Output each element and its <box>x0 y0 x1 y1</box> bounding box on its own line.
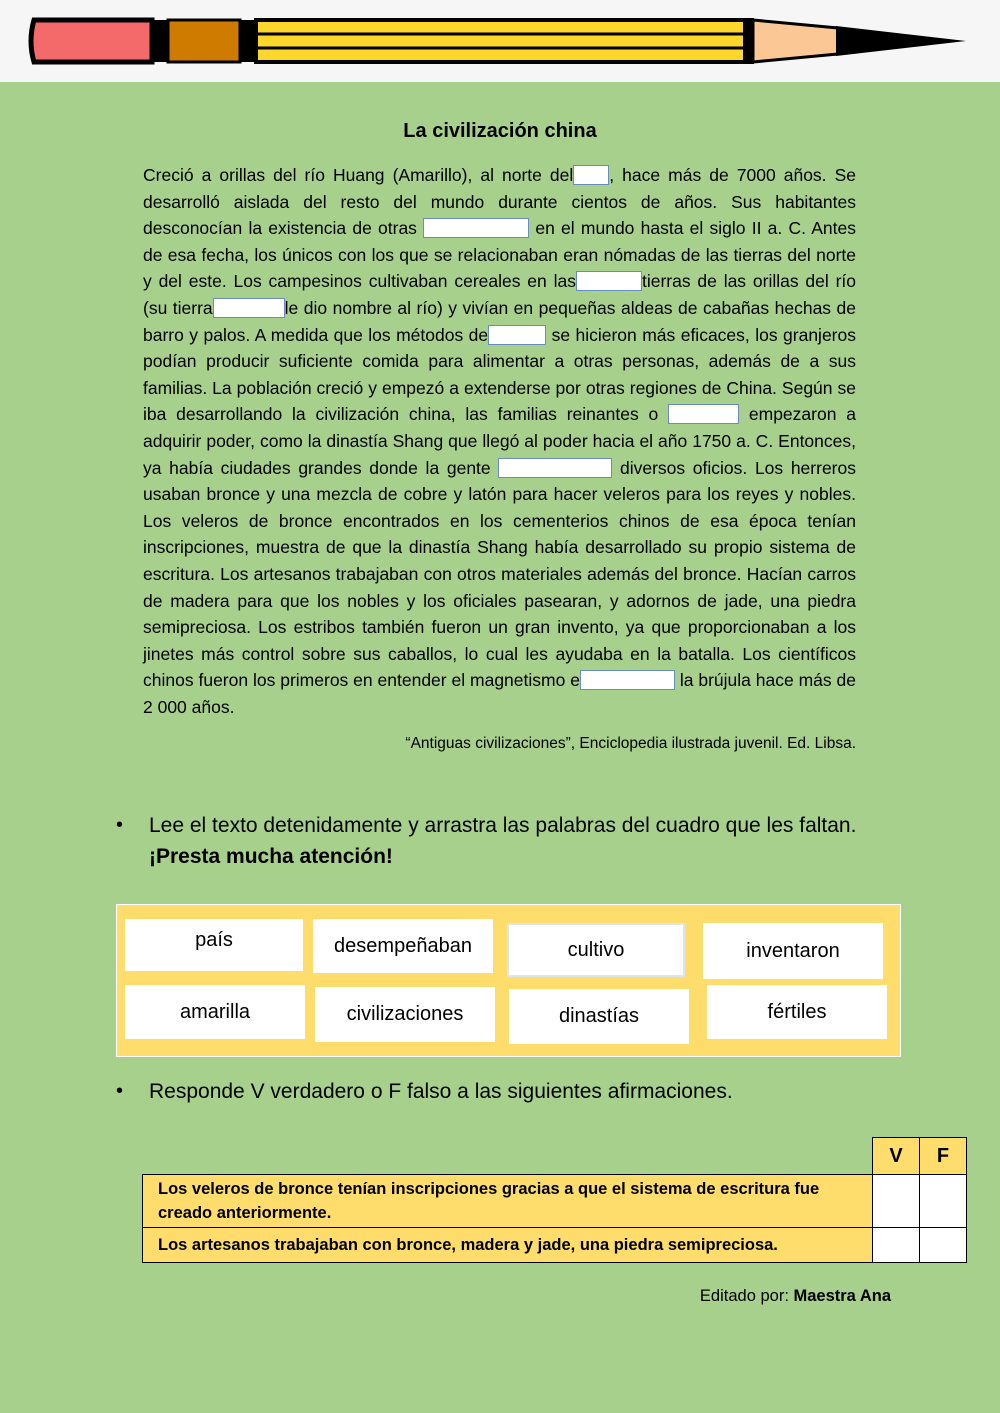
passage-text: en el mundo hasta el siglo II a. C. Antes de esa fecha, los únicos con los que se relacionaban eran nómadas de las tierras del norte y del este. Los campesinos cultivaban cereales en las <box>143 218 856 292</box>
blank-1[interactable] <box>573 165 609 185</box>
blank-2[interactable] <box>423 218 529 238</box>
table-row <box>143 1228 967 1263</box>
true-false-table <box>142 1137 967 1263</box>
word-chip[interactable]: desempeñaban <box>313 919 493 973</box>
passage-text: le dio nombre al río) y vivían en pequeñas aldeas de cabañas hechas de barro y palos. A medida que los métodos de <box>143 297 856 345</box>
instruction-text: Responde V verdadero o F falso a las siguientes afirmaciones. <box>149 1080 733 1103</box>
word-chip[interactable]: fértiles <box>707 985 887 1039</box>
blank-3[interactable] <box>576 271 642 291</box>
credit-author: Maestra Ana <box>793 1287 891 1305</box>
blank-4[interactable] <box>213 298 285 318</box>
passage-text: , hace más de 7000 años. Se desarrolló aislada del resto del mundo durante cientos de años. Sus habitantes desconocían la existencia de otras <box>143 165 856 239</box>
page-title: La civilización china <box>403 120 597 142</box>
word-bank <box>116 904 901 1057</box>
instruction-true-false <box>116 1076 876 1107</box>
instruction-text: Lee el texto detenidamente y arrastra las palabras del cuadro que les faltan. <box>149 814 857 837</box>
header-band <box>0 0 1000 82</box>
answer-cell-f-2[interactable] <box>920 1228 967 1263</box>
bullet-icon: • <box>116 814 124 836</box>
answer-cell-v-1[interactable] <box>873 1175 920 1228</box>
passage-text: tierras de las orillas del río (su tierra <box>143 271 856 318</box>
word-chip[interactable]: civilizaciones <box>315 987 495 1042</box>
word-chip[interactable]: dinastías <box>509 989 689 1044</box>
passage-text: diversos oficios. Los herreros usaban bronce y una mezcla de cobre y latón para hacer veleros para los reyes y nobles. Los veleros de bronce encontrados en los cementerios chinos de esa época tenían inscripciones, muestra de que la dinastía Shang había desarrollado su propio sistema de escritura. Los artesanos trabajaban con otros materiales además del bronce. Hacían carros de madera para que los nobles y los oficiales pasearan, y adornos de jade, una piedra semipreciosa. Los estribos también fueron un gran invento, ya que proporcionaban a los jinetes más control sobre sus caballos, lo cual les ayudaba en la batalla. Los científicos chinos fueron los primeros en entender el magnetismo e <box>143 457 856 691</box>
answer-cell-v-2[interactable] <box>873 1228 920 1263</box>
passage-text: la brújula hace más de 2 000 años. <box>143 670 857 717</box>
blank-5[interactable] <box>488 325 546 345</box>
passage-text: empezaron a adquirir poder, como la dinastía Shang que llegó al poder hacia el año 1750 a. C. Entonces, ya había ciudades grandes donde la gente <box>143 404 856 478</box>
word-chip[interactable]: cultivo <box>507 923 685 977</box>
statement-2: Los artesanos trabajaban con bronce, madera y jade, una piedra semipreciosa. <box>143 1228 873 1263</box>
credit-label: Editado por: <box>699 1287 794 1305</box>
answer-cell-f-1[interactable] <box>920 1175 967 1228</box>
blank-6[interactable] <box>668 404 739 424</box>
blank-8[interactable] <box>580 670 675 690</box>
instruction-emphasis: ¡Presta mucha atención! <box>149 845 393 868</box>
instruction-drag <box>116 810 876 872</box>
passage-text: Creció a orillas del río Huang (Amarillo), al norte del <box>143 165 574 185</box>
column-header-v: V <box>873 1138 920 1175</box>
passage-text: se hicieron más eficaces, los granjeros podían producir suficiente comida para alimentar a otras personas, además de a sus familias. La población creció y empezó a extenderse por otras regiones de China. Según se iba desarrollando la civilización china, las familias reinantes o <box>143 324 856 425</box>
blank-7[interactable] <box>498 458 612 478</box>
column-header-f: F <box>920 1138 967 1175</box>
word-chip[interactable]: amarilla <box>125 985 305 1039</box>
reading-passage <box>143 162 856 720</box>
statement-1: Los veleros de bronce tenían inscripciones gracias a que el sistema de escritura fue creado anteriormente. <box>143 1175 873 1228</box>
pencil-icon <box>28 16 968 66</box>
credit-line <box>700 1287 891 1306</box>
word-chip[interactable]: inventaron <box>703 923 883 979</box>
table-row <box>143 1175 967 1228</box>
bullet-icon: • <box>116 1080 124 1102</box>
source-citation: “Antiguas civilizaciones”, Enciclopedia ilustrada juvenil. Ed. Libsa. <box>405 735 856 752</box>
table-header-row <box>143 1138 967 1175</box>
word-chip[interactable]: país <box>125 919 303 971</box>
